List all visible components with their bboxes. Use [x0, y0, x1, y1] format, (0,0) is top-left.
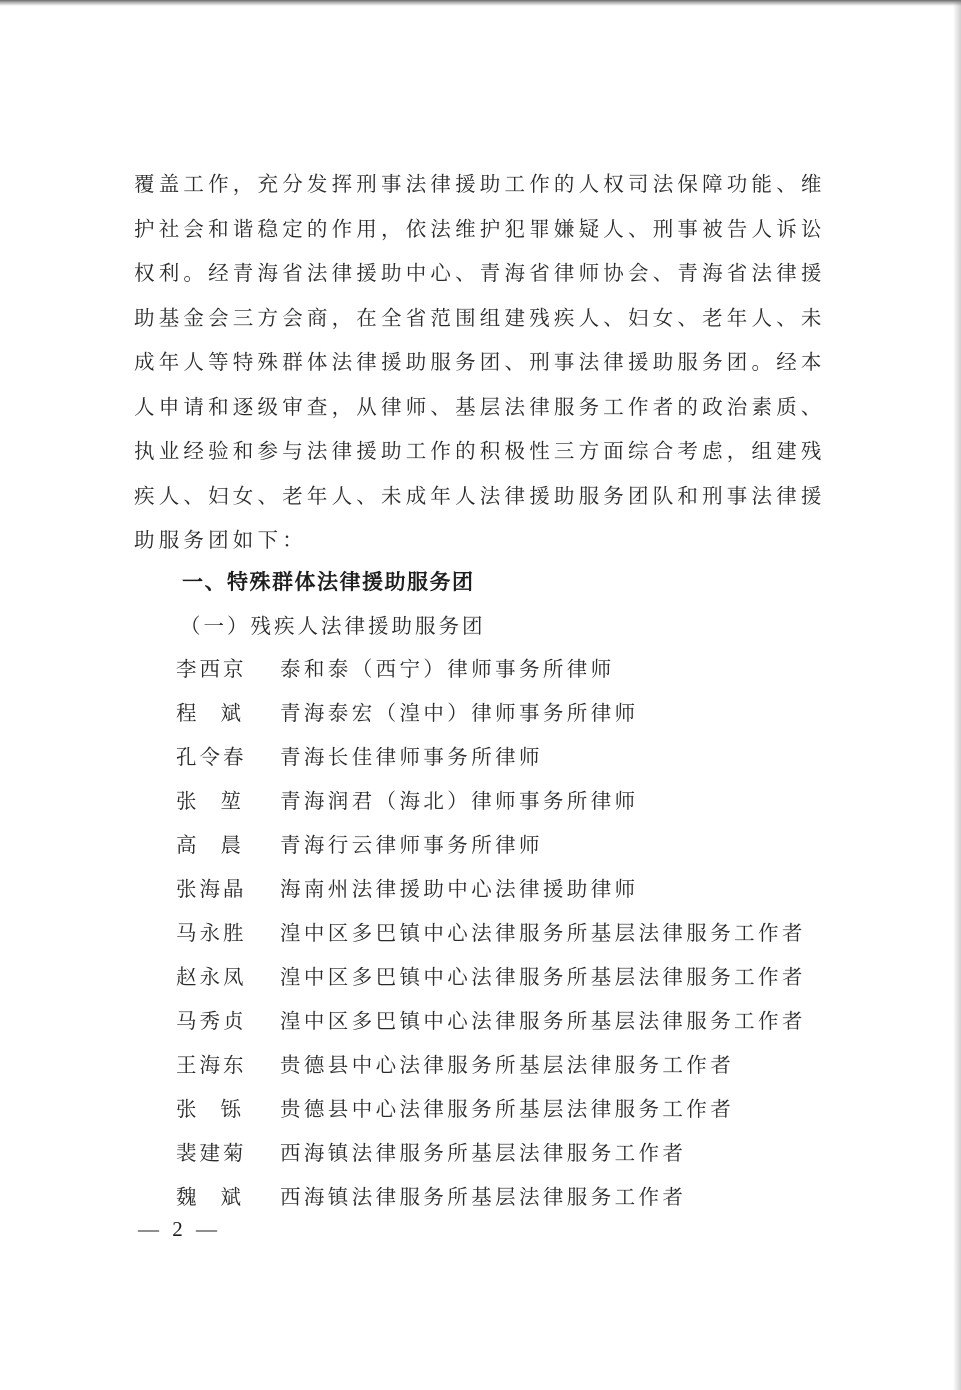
member-row	[176, 1131, 896, 1175]
member-row	[176, 647, 896, 691]
member-row	[176, 1087, 896, 1131]
member-row	[176, 691, 896, 735]
paragraph-line: 助服务团如下：	[134, 528, 307, 552]
section-heading: 一、特殊群体法律援助服务团	[182, 570, 475, 594]
member-org: 湟中区多巴镇中心法律服务所基层法律服务工作者	[280, 921, 806, 945]
member-name: 裴建菊	[176, 1141, 247, 1165]
member-org: 湟中区多巴镇中心法律服务所基层法律服务工作者	[280, 1009, 806, 1033]
body-paragraph	[134, 162, 854, 563]
member-name: 李西京	[176, 657, 247, 681]
member-org: 青海长佳律师事务所律师	[280, 745, 543, 769]
member-org: 贵德县中心法律服务所基层法律服务工作者	[280, 1097, 735, 1121]
member-name: 程斌	[176, 701, 265, 725]
page-number: — 2 —	[138, 1217, 221, 1241]
member-name: 张铄	[176, 1097, 265, 1121]
paragraph-line: 权利。经青海省法律援助中心、青海省律师协会、青海省法律援	[134, 261, 826, 285]
member-name: 马秀贞	[176, 1009, 247, 1033]
member-name: 魏斌	[176, 1185, 265, 1209]
member-org: 青海行云律师事务所律师	[280, 833, 543, 857]
member-name: 马永胜	[176, 921, 247, 945]
member-org: 贵德县中心法律服务所基层法律服务工作者	[280, 1053, 735, 1077]
member-name: 高晨	[176, 833, 265, 857]
member-name: 张海晶	[176, 877, 247, 901]
member-name: 王海东	[176, 1053, 247, 1077]
member-row	[176, 911, 896, 955]
member-name: 张堃	[176, 789, 265, 813]
member-row	[176, 999, 896, 1043]
paragraph-line: 人申请和逐级审查，从律师、基层法律服务工作者的政治素质、	[134, 394, 826, 419]
member-name: 孔令春	[176, 745, 247, 769]
member-row	[176, 1043, 896, 1087]
paragraph-line: 执业经验和参与法律援助工作的积极性三方面综合考虑，组建残	[134, 439, 826, 463]
paragraph-line: 成年人等特殊群体法律援助服务团、刑事法律援助服务团。经本	[134, 350, 826, 374]
paragraph-line: 助基金会三方会商，在全省范围组建残疾人、妇女、老年人、未	[134, 305, 826, 330]
member-org: 西海镇法律服务所基层法律服务工作者	[280, 1141, 687, 1165]
subsection-heading: （一）残疾人法律援助服务团	[180, 614, 486, 638]
member-org: 青海润君（海北）律师事务所律师	[280, 789, 639, 813]
member-row	[176, 779, 896, 823]
member-org: 西海镇法律服务所基层法律服务工作者	[280, 1185, 687, 1209]
paragraph-line: 疾人、妇女、老年人、未成年人法律援助服务团队和刑事法律援	[134, 483, 826, 508]
member-org: 湟中区多巴镇中心法律服务所基层法律服务工作者	[280, 965, 806, 989]
scan-top-shadow	[0, 0, 961, 6]
scan-side-shadow	[953, 0, 961, 1390]
member-org: 海南州法律援助中心法律援助律师	[280, 877, 639, 901]
member-name: 赵永凤	[176, 965, 247, 989]
member-org: 泰和泰（西宁）律师事务所律师	[280, 657, 615, 681]
member-row	[176, 735, 896, 779]
member-org: 青海泰宏（湟中）律师事务所律师	[280, 701, 639, 725]
member-list	[176, 647, 896, 1219]
paragraph-line: 护社会和谐稳定的作用，依法维护犯罪嫌疑人、刑事被告人诉讼	[134, 216, 826, 241]
member-row	[176, 867, 896, 911]
paragraph-line: 覆盖工作，充分发挥刑事法律援助工作的人权司法保障功能、维	[134, 172, 826, 196]
member-row	[176, 823, 896, 867]
member-row	[176, 955, 896, 999]
member-row	[176, 1175, 896, 1219]
